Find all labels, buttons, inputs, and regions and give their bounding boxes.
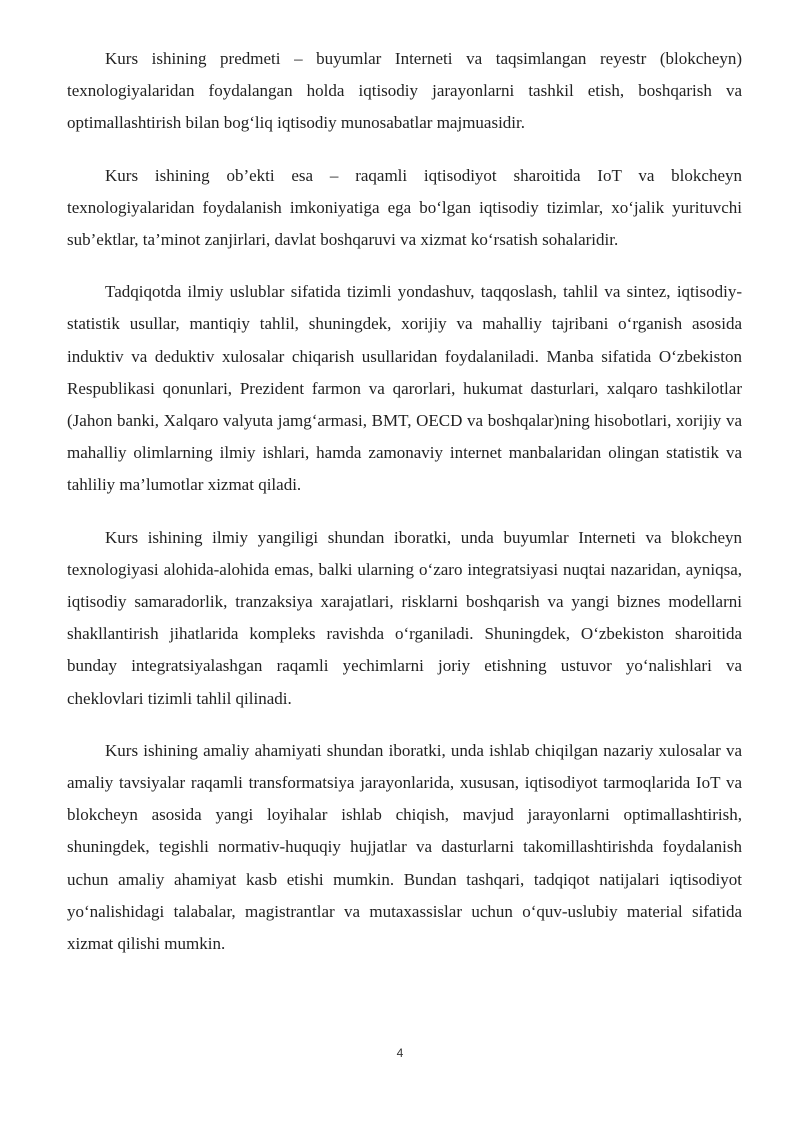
paragraph-subject: Kurs ishining predmeti – buyumlar Interneti va taqsimlangan reyestr (blokcheyn) texnologiyalaridan foydalangan holda iqtisodiy jarayonlarni tashkil etish, boshqarish va optimallashtirish bilan bog‘liq iqtisodiy munosabatlar majmuasidir. xyxy=(67,49,742,133)
paragraph-novelty: Kurs ishining ilmiy yangiligi shundan iboratki, unda buyumlar Interneti va blokcheyn texnologiyasi alohida-alohida emas, balki ularning o‘zaro integratsiyasi nuqtai nazaridan, ayniqsa, iqtisodiy samaradorlik, tranzaksiya xarajatlari, risklarni boshqarish va yangi biznes modellarni shakllantirish jihatlarida kompleks ravishda o‘rganiladi. Shuningdek, O‘zbekiston sharoitida bunday integratsiyalashgan raqamli yechimlarni joriy etishning ustuvor yo‘nalishlari va cheklovlari tizimli tahlil qilinadi. xyxy=(67,527,742,708)
page-number: 4 xyxy=(396,1046,404,1060)
paragraph-methods: Tadqiqotda ilmiy uslublar sifatida tizimli yondashuv, taqqoslash, tahlil va sintez, iqtisodiy-statistik usullar, mantiqiy tahlil, shuningdek, xorijiy va mahalliy tajribani o‘rganish asosida induktiv va deduktiv xulosalar chiqarish usullaridan foydalaniladi. Manba sifatida O‘zbekiston Respublikasi qonunlari, Prezident farmon va qarorlari, hukumat dasturlari, xalqaro tashkilotlar (Jahon banki, Xalqaro valyuta jamg‘armasi, BMT, OECD va boshqalar)ning hisobotlari, xorijiy va mahalliy olimlarning ilmiy ishlari, hamda zamonaviy internet manbalaridan olingan statistik va tahliliy ma’lumotlar xizmat qiladi. xyxy=(67,282,742,495)
page-body xyxy=(67,43,742,980)
paragraph-object: Kurs ishining ob’ekti esa – raqamli iqtisodiyot sharoitida IoT va blokcheyn texnologiyalaridan foydalanish imkoniyatiga ega bo‘lgan iqtisodiy tizimlar, xo‘jalik yurituvchi sub’ektlar, ta’minot zanjirlari, davlat boshqaruvi va xizmat ko‘rsatish sohalaridir. xyxy=(67,165,742,250)
paragraph-practical-significance: Kurs ishining amaliy ahamiyati shundan iboratki, unda ishlab chiqilgan nazariy xulosalar va amaliy tavsiyalar raqamli transformatsiya jarayonlarida, xususan, iqtisodiyot tarmoqlarida IoT va blokcheyn asosida yangi loyihalar ishlab chiqish, mavjud jarayonlarni optimallashtirish, shuningdek, tegishli normativ-huquqiy hujjatlar va dasturlarni takomillashtirishda foydalanish uchun amaliy ahamiyat kasb etishi mumkin. Bundan tashqari, tadqiqot natijalari iqtisodiyot yo‘nalishidagi talabalar, magistrantlar va mutaxassislar uchun o‘quv-uslubiy material sifatida xizmat qilishi mumkin. xyxy=(67,740,742,954)
